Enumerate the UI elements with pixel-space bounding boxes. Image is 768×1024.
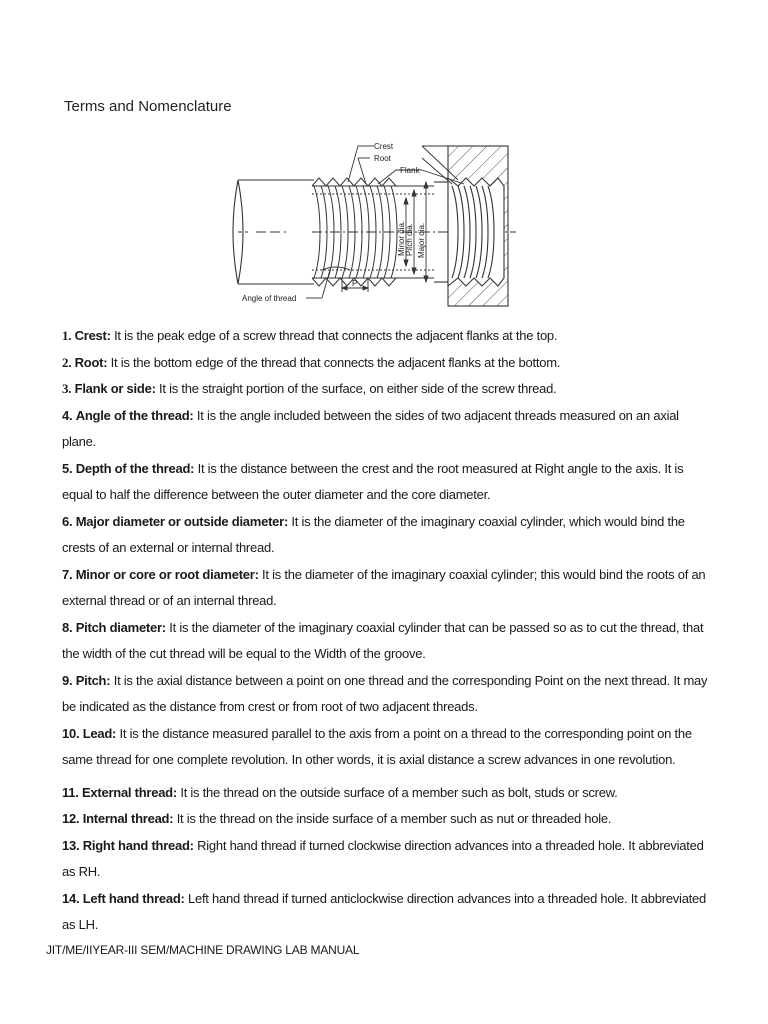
term-angle bbox=[62, 403, 710, 456]
term-number: 14. bbox=[62, 890, 80, 906]
term-label: Depth of the thread: bbox=[75, 460, 195, 476]
crest-label: Crest bbox=[374, 142, 394, 151]
term-depth bbox=[62, 456, 710, 509]
term-label: Root: bbox=[74, 354, 108, 370]
term-number: 12. bbox=[62, 811, 80, 826]
term-number: 9. bbox=[62, 672, 73, 688]
root-label: Root bbox=[374, 154, 391, 163]
term-label: Pitch: bbox=[75, 672, 111, 688]
term-number: 11. bbox=[62, 784, 79, 800]
term-number: 4. bbox=[62, 407, 73, 423]
term-minor-diameter bbox=[62, 562, 710, 615]
term-label: Left hand thread: bbox=[82, 890, 185, 906]
term-number: 8. bbox=[62, 619, 73, 635]
term-text: Right hand thread if turned clockwise direction advances into a threaded hole. It abbreviated as RH. bbox=[62, 837, 704, 879]
term-pitch-diameter bbox=[62, 615, 710, 668]
term-label: Crest: bbox=[74, 328, 111, 343]
pitch-label: P bbox=[352, 279, 358, 288]
term-text: It is the thread on the outside surface of a member such as bolt, studs or screw. bbox=[176, 784, 618, 800]
page-heading: Terms and Nomenclature bbox=[64, 98, 232, 115]
flank-label: Flank bbox=[400, 166, 420, 175]
term-label: Right hand thread: bbox=[82, 837, 194, 853]
minor-dia-label: Minor dia. bbox=[397, 220, 406, 256]
term-right-hand-thread bbox=[62, 833, 710, 886]
term-text: It is the bottom edge of the thread that connects the adjacent flanks at the bottom. bbox=[107, 354, 561, 370]
term-number: 5. bbox=[62, 460, 73, 476]
term-text: Left hand thread if turned anticlockwise direction advances into a threaded hole. It abbreviated as LH. bbox=[62, 890, 707, 932]
thread-diagram-svg bbox=[226, 138, 522, 310]
term-label: Flank or side: bbox=[74, 381, 156, 396]
term-label: Internal thread: bbox=[82, 811, 174, 826]
term-text: It is the diameter of the imaginary coaxial cylinder that can be passed so as to cut the thread, that the width of the cut thread will be equal to the Width of the groove. bbox=[62, 619, 704, 661]
term-number: 6. bbox=[62, 513, 73, 529]
page-footer: JIT/ME/IIYEAR-III SEM/MACHINE DRAWING LAB MANUAL bbox=[46, 943, 360, 957]
term-label: Minor or core or root diameter: bbox=[75, 566, 259, 582]
term-lead bbox=[62, 721, 710, 774]
term-text: It is the distance between the crest and the root measured at Right angle to the axis. It is equal to half the difference between the outer diameter and the core diameter. bbox=[62, 460, 684, 502]
term-label: Lead: bbox=[82, 725, 117, 741]
term-pitch bbox=[62, 668, 710, 721]
terms-list bbox=[62, 323, 710, 939]
term-number: 3. bbox=[62, 381, 72, 396]
term-root bbox=[62, 350, 710, 377]
term-external-thread bbox=[62, 780, 710, 807]
term-number: 13. bbox=[62, 837, 80, 853]
term-text: It is the distance measured parallel to the axis from a point on a thread to the corresponding point on the same thread for one complete revolution. In other words, it is axial distance a screw advances in one revolution. bbox=[62, 725, 692, 767]
term-flank bbox=[62, 376, 710, 403]
term-label: Angle of the thread: bbox=[75, 407, 194, 423]
term-label: External thread: bbox=[81, 784, 177, 800]
term-number: 7. bbox=[62, 566, 73, 582]
term-internal-thread bbox=[62, 806, 710, 833]
term-text: It is the straight portion of the surface, on either side of the screw thread. bbox=[155, 381, 557, 396]
term-text: It is the thread on the inside surface of a member such as nut or threaded hole. bbox=[173, 811, 612, 826]
term-crest bbox=[62, 323, 710, 350]
term-number: 1. bbox=[62, 328, 72, 343]
term-text: It is the angle included between the sides of two adjacent threads measured on an axial plane. bbox=[62, 407, 679, 449]
pitch-dia-label: Pitch dia. bbox=[405, 223, 414, 256]
term-number: 10. bbox=[62, 725, 80, 741]
term-text: It is the axial distance between a point on one thread and the corresponding Point on the next thread. It may be indicated as the distance from crest or from root of two adjacent threads. bbox=[62, 672, 708, 714]
term-major-diameter bbox=[62, 509, 710, 562]
angle-label: Angle of thread bbox=[242, 294, 297, 303]
term-number: 2. bbox=[62, 354, 72, 370]
term-label: Major diameter or outside diameter: bbox=[75, 513, 289, 529]
term-left-hand-thread bbox=[62, 886, 710, 939]
term-text: It is the diameter of the imaginary coaxial cylinder; this would bind the roots of an external thread or of an internal thread. bbox=[62, 566, 706, 608]
thread-nomenclature-diagram bbox=[226, 138, 522, 310]
term-text: It is the peak edge of a screw thread that connects the adjacent flanks at the top. bbox=[110, 328, 558, 343]
shaft bbox=[233, 180, 314, 284]
nut-section bbox=[434, 146, 508, 306]
major-dia-label: Major dia. bbox=[417, 222, 426, 258]
term-label: Pitch diameter: bbox=[75, 619, 166, 635]
term-text: It is the diameter of the imaginary coaxial cylinder, which would bind the crests of an external or internal thread. bbox=[62, 513, 685, 555]
